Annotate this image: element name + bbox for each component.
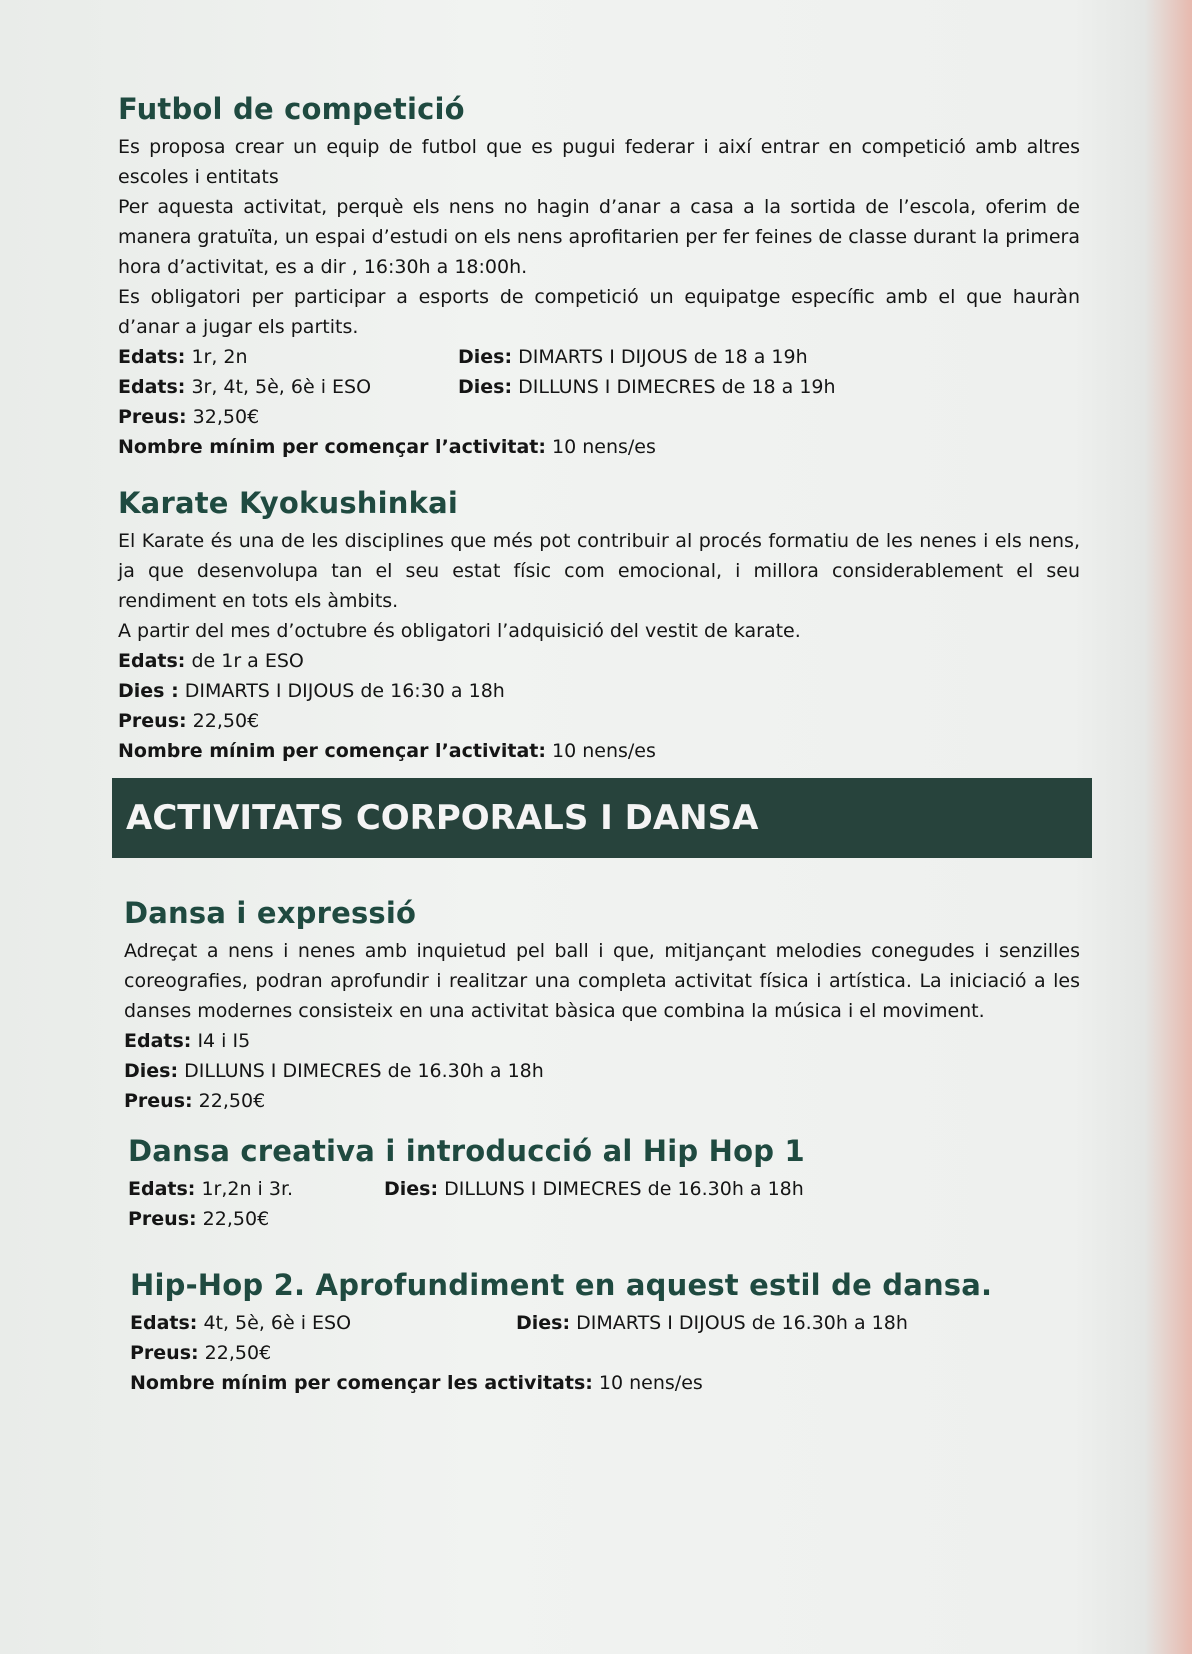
value: 10 nens/es [552,740,656,762]
value: DIMARTS I DIJOUS de 16:30 a 18h [184,680,505,702]
schedule-row [118,342,1080,372]
value: 1r,2n i 3r. [201,1178,294,1200]
label: Edats: [128,1178,196,1200]
section-title: Karate Kyokushinkai [118,486,459,520]
paragraph: Es proposa crear un equip de futbol que es pugui federar i així entrar en competició amb altres escoles i entitats [118,136,1080,188]
paragraph: El Karate és una de les disciplines que més pot contribuir al procés formatiu de les nenes i els nens, ja que desenvolupa tan el seu estat físic com emocional, i millora considerablement el seu rendiment en tots els àmbits. [118,530,1080,612]
value: 1r, 2n [191,346,248,368]
value: 10 nens/es [598,1372,703,1394]
label: Preus: [128,1208,197,1230]
value: DILLUNS I DIMECRES de 18 a 19h [518,376,836,398]
value: DIMARTS I DIJOUS de 16.30h a 18h [576,1312,908,1334]
value: 3r, 4t, 5è, 6è i ESO [191,376,372,398]
label: Preus: [124,1090,193,1112]
section-hiphop2 [130,1268,1080,1398]
label: Edats: [118,346,186,368]
paragraph: Per aquesta activitat, perquè els nens no hagin d’anar a casa a la sortida de l’escola, oferim de manera gratuïta, un espai d’estudi on els nens aprofitarien per fer feines de classe durant la primera hora d’activitat, es a dir , 16:30h a 18:00h. [118,196,1080,278]
paragraph: Adreçat a nens i nenes amb inquietud pel ball i que, mitjançant melodies conegudes i senzilles coreografies, podran aprofundir i realitzar una completa activitat física i artística. La iniciació a les danses modernes consisteix en una activitat bàsica que combina la música i el moviment. [124,940,1080,1022]
paragraph: Es obligatori per participar a esports de competició un equipatge específic amb el que hauràn d’anar a jugar els partits. [118,286,1080,338]
section-title: Futbol de competició [118,92,465,126]
value: I4 i I5 [197,1030,251,1052]
label: Nombre mínim per començar l’activitat: [118,436,546,458]
section-futbol [118,92,1080,462]
label: Nombre mínim per començar les activitats: [130,1372,593,1394]
value: DILLUNS I DIMECRES de 16.30h a 18h [444,1178,804,1200]
price: 22,50€ [198,1090,266,1112]
label: Dies: [458,346,513,368]
value: DIMARTS I DIJOUS de 18 a 19h [518,346,808,368]
label: Edats: [124,1030,192,1052]
label: Edats: [118,650,186,672]
label: Edats: [130,1312,198,1334]
value: de 1r a ESO [191,650,304,672]
section-dansa [124,896,1080,1116]
value: 4t, 5è, 6è i ESO [203,1312,352,1334]
label: Dies: [516,1312,571,1334]
section-title: Hip-Hop 2. Aprofundiment en aquest estil de dansa. [130,1268,993,1302]
schedule-row [118,372,1080,402]
label: Preus: [118,406,187,428]
label: Edats: [118,376,186,398]
value: 10 nens/es [552,436,656,458]
label: Preus: [118,710,187,732]
label: Dies : [118,680,179,702]
section-karate [118,486,1080,766]
price: 22,50€ [192,710,260,732]
label: Dies: [124,1060,179,1082]
label: Dies: [458,376,513,398]
section-title: Dansa creativa i introducció al Hip Hop 1 [128,1134,805,1168]
paragraph: A partir del mes d’octubre és obligatori l’adquisició del vestit de karate. [118,620,801,642]
label: Nombre mínim per començar l’activitat: [118,740,546,762]
section-hiphop1 [128,1134,1080,1234]
value: DILLUNS I DIMECRES de 16.30h a 18h [184,1060,544,1082]
price: 22,50€ [204,1342,272,1364]
price: 32,50€ [192,406,260,428]
price: 22,50€ [202,1208,270,1230]
label: Preus: [130,1342,199,1364]
label: Dies: [384,1178,439,1200]
section-title: Dansa i expressió [124,896,417,930]
category-banner: ACTIVITATS CORPORALS I DANSA [112,778,1092,858]
